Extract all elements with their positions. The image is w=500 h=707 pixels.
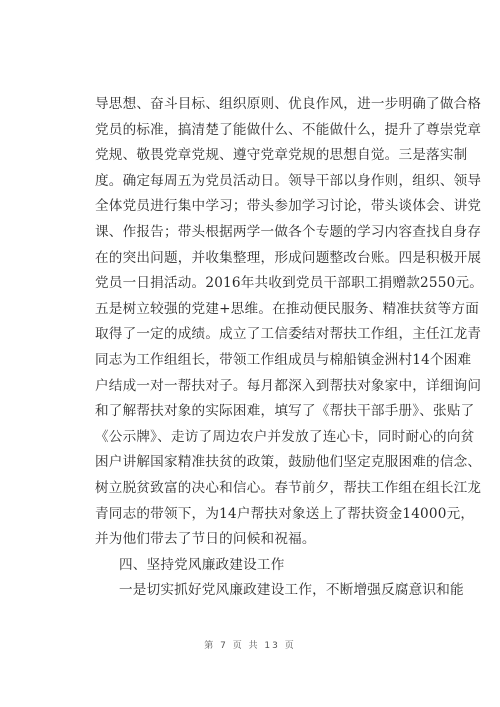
page-number-footer: 第 7 页 共 13 页	[204, 641, 296, 651]
body-line: 取得了一定的成绩。成立了工信委结对帮扶工作组，主任江龙青	[95, 326, 482, 343]
body-line: 青同志的带领下，为14户帮扶对象送上了帮扶资金14000元，	[95, 505, 475, 522]
body-line: 困户讲解国家精准扶贫的政策，鼓励他们坚定克服困难的信念、	[95, 454, 482, 471]
body-line: 户结成一对一帮扶对子。每月都深入到帮扶对象家中，详细询问	[95, 377, 482, 394]
body-line: 课、作报告；带头根据两学一做各个专题的学习内容查找自身存	[95, 223, 482, 240]
body-line: 和了解帮扶对象的实际困难，填写了《帮扶干部手册》、张贴了	[95, 403, 475, 420]
body-line: 五是树立较强的党建+思维。在推动便民服务、精准扶贫等方面	[95, 300, 480, 317]
body-line: 在的突出问题，并收集整理，形成问题整改台账。四是积极开展	[95, 249, 482, 266]
body-line: 树立脱贫致富的决心和信心。春节前夕，帮扶工作组在组长江龙	[95, 479, 482, 496]
body-line: 党员的标准，搞清楚了能做什么、不能做什么，提升了尊崇党章	[95, 121, 482, 138]
body-line: 党员一日捐活动。2016年共收到党员干部职工捐赠款2550元。	[95, 275, 484, 292]
section-heading: 四、坚持党风廉政建设工作	[119, 556, 285, 573]
document-body	[95, 92, 484, 604]
body-line: 并为他们带去了节日的问候和祝福。	[95, 531, 316, 548]
body-line: 导思想、奋斗目标、组织原则、优良作风，进一步明确了做合格	[95, 96, 482, 112]
body-line: 党规、敬畏党章党规、遵守党章党规的思想自觉。三是落实制	[95, 147, 468, 164]
body-line: 《公示牌》、走访了周边农户并发放了连心卡，同时耐心的向贫	[95, 428, 475, 445]
body-line: 度。确定每周五为党员活动日。领导干部以身作则，组织、领导	[95, 172, 482, 189]
body-line: 一是切实抓好党风廉政建设工作，不断增强反腐意识和能	[119, 582, 464, 599]
body-line: 全体党员进行集中学习；带头参加学习讨论，带头谈体会、讲党	[95, 198, 482, 215]
body-line: 同志为工作组组长，带领工作组成员与棉船镇金洲村14个困难	[95, 351, 472, 368]
